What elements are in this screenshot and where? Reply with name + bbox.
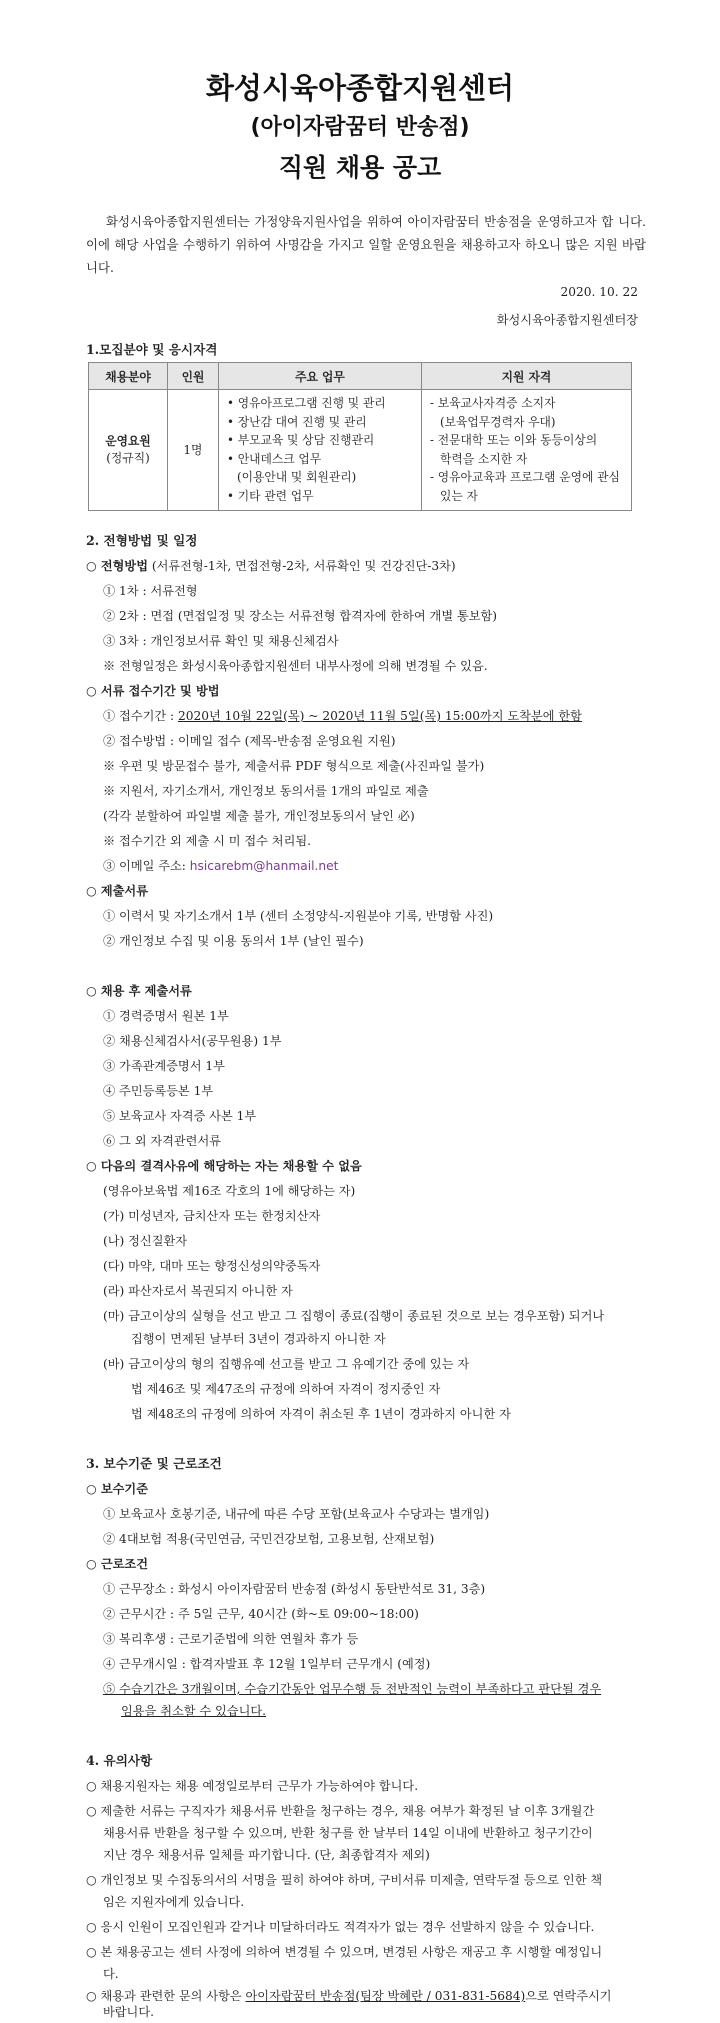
period-line: ① 접수기간 : 2020년 10월 22일(목) ~ 2020년 11월 5일(목) 15:00까지 도착분에 한함 [103, 709, 582, 723]
receipt-heading: ○ 서류 접수기간 및 방법 [86, 684, 220, 698]
cell-count: 1명 [168, 390, 219, 511]
section-2-title: 2. 전형방법 및 일정 [86, 533, 198, 548]
list-item: (마) 금고이상의 실형을 선고 받고 그 집행이 종료(집행이 종료된 것으로 보는 경우포함) 되거나 [103, 1309, 605, 1323]
docs-heading: ○ 제출서류 [86, 884, 148, 898]
list-item: ① 경력증명서 원본 1부 [103, 1009, 229, 1023]
list-item-continued: 법 제48조의 규정에 의하여 자격이 취소된 후 1년이 경과하지 아니한 자 [131, 1407, 511, 1421]
section-1-title: 1.모집분야 및 응시자격 [86, 342, 218, 357]
list-item: (라) 파산자로서 복권되지 아니한 자 [103, 1284, 293, 1298]
notice-item: ○ 채용지원자는 채용 예정일로부터 근무가 가능하여야 합니다. [86, 1779, 419, 1793]
table-row [89, 390, 632, 511]
notice-item: ○ 본 채용공고는 센터 사정에 의하여 변경될 수 있으며, 변경된 사항은 재공고 후 시행할 예정입니 [86, 1945, 603, 1959]
list-item: (가) 미성년자, 금치산자 또는 한정치산자 [103, 1209, 321, 1223]
pay-heading: ○ 보수기준 [86, 1482, 148, 1496]
list-item: (다) 마약, 대마 또는 향정신성의약중독자 [103, 1259, 321, 1273]
list-item-continued: 법 제46조 및 제47조의 규정에 의하여 자격이 정지중인 자 [131, 1382, 441, 1396]
section-4-title: 4. 유의사항 [86, 1753, 153, 1768]
contact-line-continued: 바랍니다. [103, 2005, 154, 2019]
after-heading: ○ 채용 후 제출서류 [86, 984, 192, 998]
recruitment-table [88, 362, 632, 511]
list-item: ② 개인정보 수집 및 이용 동의서 1부 (날인 필수) [103, 934, 364, 948]
list-item: ④ 주민등록등본 1부 [103, 1084, 214, 1098]
header-field: 채용분야 [89, 363, 168, 390]
contact-line: ○ 채용과 관련한 문의 사항은 아이자람꿈터 반송점(팀장 박혜란 / 031-831-5684)으로 연락주시기 [86, 1989, 612, 2003]
list-item: (나) 정신질환자 [103, 1234, 188, 1248]
notice-date: 2020. 10. 22 [560, 285, 638, 299]
list-item: ※ 접수기간 외 제출 시 미 접수 처리됨. [103, 834, 312, 848]
list-item: (바) 금고이상의 형의 집행유예 선고를 받고 그 유예기간 중에 있는 자 [103, 1357, 470, 1371]
header-duties: 주요 업무 [219, 363, 422, 390]
email-link[interactable]: hsicarebm@hanmail.net [189, 859, 339, 873]
list-item: (각각 분할하여 파일별 제출 불가, 개인정보동의서 날인 必) [103, 809, 415, 823]
branch-subtitle: (아이자람꿈터 반송점) [250, 115, 470, 140]
table-header-row [89, 363, 632, 390]
list-item: ① 이력서 및 자기소개서 1부 (센터 소정양식-지원분야 기록, 반명함 사진) [103, 909, 494, 923]
list-item: ① 1차 : 서류전형 [103, 584, 198, 598]
email-line: ③ 이메일 주소: hsicarebm@hanmail.net [103, 859, 339, 873]
list-item: ④ 근무개시일 : 합격자발표 후 12월 1일부터 근무개시 (예정) [103, 1657, 431, 1671]
list-item: ① 보육교사 호봉기준, 내규에 따른 수당 포함(보육교사 수당과는 별개임) [103, 1507, 490, 1521]
work-heading: ○ 근로조건 [86, 1557, 148, 1571]
list-item: ② 근무시간 : 주 5일 근무, 40시간 (화~토 09:00~18:00) [103, 1607, 419, 1621]
list-item: ③ 가족관계증명서 1부 [103, 1059, 225, 1073]
contact-info: 아이자람꿈터 반송점(팀장 박혜란 / 031-831-5684) [245, 1989, 526, 2003]
header-count: 인원 [168, 363, 219, 390]
list-item: ② 채용신체검사서(공무원용) 1부 [103, 1034, 282, 1048]
notice-item-continued: 다. [103, 1967, 119, 1981]
section-3-title: 3. 보수기준 및 근로조건 [86, 1456, 222, 1471]
list-item: ※ 지원서, 자기소개서, 개인정보 동의서를 1개의 파일로 제출 [103, 784, 429, 798]
list-item-continued: 집행이 면제된 날부터 3년이 경과하지 아니한 자 [131, 1332, 386, 1346]
notice-title: 직원 채용 공고 [278, 153, 442, 182]
notice-item-continued: 채용서류 반환을 청구할 수 있으며, 반환 청구를 한 날부터 14일 이내에 반환하고 청구기간이 [103, 1826, 593, 1840]
cell-duties: • 영유아프로그램 진행 및 관리 • 장난감 대여 진행 및 관리 • 부모교육 및 상담 진행관리 • 안내데스크 업무 (이용안내 및 회원관리) • 기타 관련 업무 [219, 390, 422, 511]
disqualification-heading: ○ 다음의 결격사유에 해당하는 자는 채용할 수 없음 [86, 1159, 362, 1173]
notice-item: ○ 응시 인원이 모집인원과 같거나 미달하더라도 적격자가 없는 경우 선발하지 않을 수 있습니다. [86, 1920, 595, 1934]
notice-item-continued: 임은 지원자에게 있습니다. [103, 1895, 245, 1909]
list-item: ② 접수방법 : 이메일 접수 (제목-반송점 운영요원 지원) [103, 734, 396, 748]
list-item: ③ 3차 : 개인정보서류 확인 및 채용신체검사 [103, 634, 339, 648]
notice-item-continued: 지난 경우 채용서류 일체를 파기합니다. (단, 최종합격자 제외) [103, 1848, 430, 1862]
list-item: ⑤ 보육교사 자격증 사본 1부 [103, 1109, 257, 1123]
list-item: ② 4대보험 적용(국민연금, 국민건강보험, 고용보험, 산재보험) [103, 1532, 435, 1546]
list-item: ③ 복리후생 : 근로기준법에 의한 연월차 휴가 등 [103, 1632, 359, 1646]
list-item: ※ 우편 및 방문접수 불가, 제출서류 PDF 형식으로 제출(사진파일 불가) [103, 759, 485, 773]
issuer-name: 화성시육아종합지원센터장 [496, 313, 638, 327]
probation-line: ⑤ 수습기간은 3개월이며, 수습기간동안 업무수행 등 전반적인 능력이 부족하다고 판단될 경우 [103, 1682, 602, 1696]
org-title: 화성시육아종합지원센터 [205, 71, 515, 105]
list-item: ② 2차 : 면접 (면접일정 및 장소는 서류전형 합격자에 한하여 개별 통보함) [103, 609, 498, 623]
list-item: ① 근무장소 : 화성시 아이자람꿈터 반송점 (화성시 동탄반석로 31, 3층) [103, 1582, 486, 1596]
list-item: (영유아보육법 제16조 각호의 1에 해당하는 자) [103, 1184, 356, 1198]
cell-field: 운영요원 (정규직) [89, 390, 168, 511]
intro-paragraph: 화성시육아종합지원센터는 가정양육지원사업을 위하여 아이자람꿈터 반송점을 운영하고자 합 니다. 이에 해당 사업을 수행하기 위하여 사명감을 가지고 일할 운영요원을 채용하고자 하오니 많은 지원 바랍니다. [86, 214, 646, 275]
method-line: ○ 전형방법 (서류전형-1차, 면접전형-2차, 서류확인 및 건강진단-3차) [86, 559, 456, 573]
list-item: ⑥ 그 외 자격관련서류 [103, 1134, 221, 1148]
list-item: ※ 전형일정은 화성시육아종합지원센터 내부사정에 의해 변경될 수 있음. [103, 659, 488, 673]
cell-qualifications: - 보육교사자격증 소지자 (보육업무경력자 우대) - 전문대학 또는 이와 동등이상의 학력을 소지한 자 - 영유아교육과 프로그램 운영에 관심 있는 자 [422, 390, 632, 511]
notice-item: ○ 개인정보 및 수집동의서의 서명을 필히 하여야 하며, 구비서류 미제출, 연락두절 등으로 인한 책 [86, 1873, 603, 1887]
notice-item: ○ 제출한 서류는 구직자가 채용서류 반환을 청구하는 경우, 채용 여부가 확정된 날 이후 3개월간 [86, 1804, 595, 1818]
probation-line-continued: 임용을 취소할 수 있습니다. [121, 1704, 267, 1718]
header-qualifications: 지원 자격 [422, 363, 632, 390]
